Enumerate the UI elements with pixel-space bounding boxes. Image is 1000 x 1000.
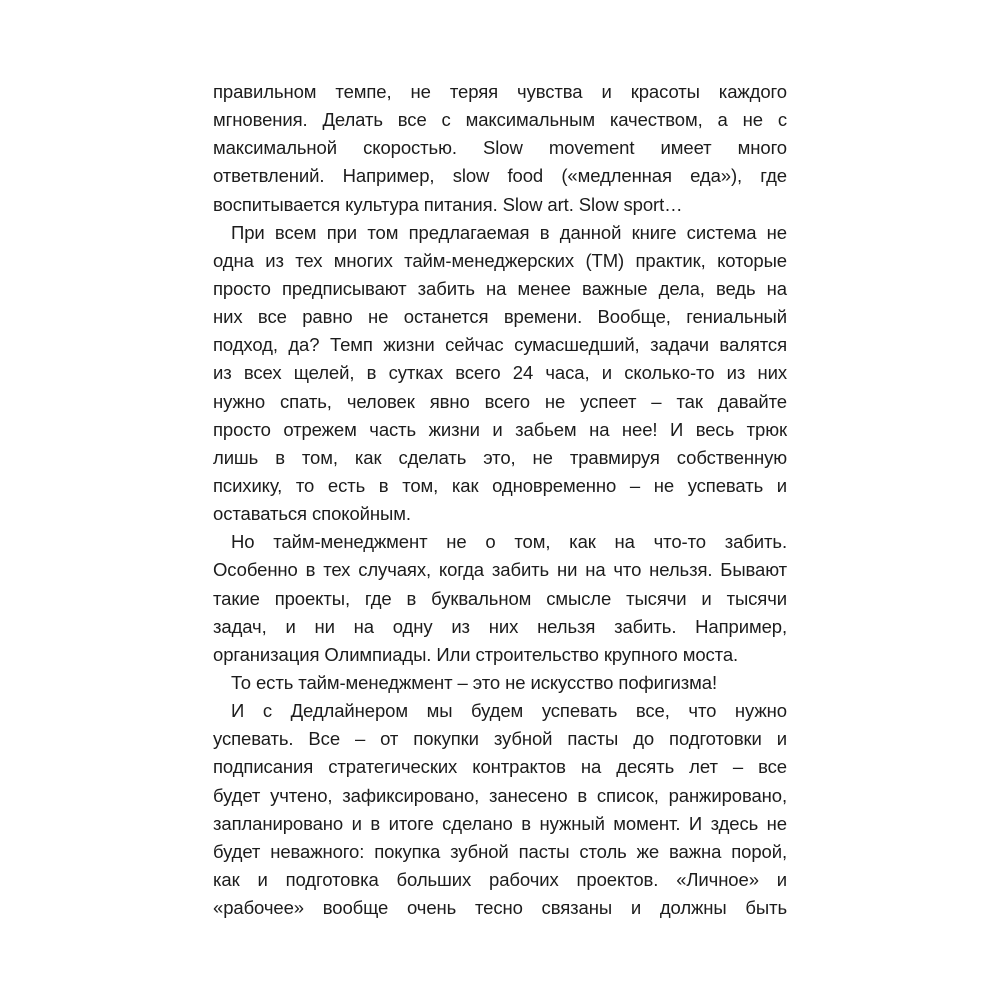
text-line: Но тайм-менеджмент не о том, как на что-то забить.: [231, 531, 787, 553]
text-line: задач, и ни на одну из них нельзя забить. Например,: [213, 615, 787, 637]
page-text-content: [213, 78, 787, 922]
text-line: оставаться спокойным.: [213, 503, 411, 525]
text-line: воспитывается культура питания. Slow art. Slow sport…: [213, 193, 683, 215]
text-line: такие проекты, где в буквальном смысле тысячи и тысячи: [213, 587, 787, 609]
text-line: ответвлений. Например, slow food («медленная еда»), где: [213, 165, 787, 187]
text-line: будет неважного: покупка зубной пасты столь же важна порой,: [213, 840, 787, 862]
text-line: подход, да? Темп жизни сейчас сумасшедший, задачи валятся: [213, 334, 787, 356]
paragraph: [213, 669, 787, 697]
text-line: мгновения. Делать все с максимальным качеством, а не с: [213, 109, 787, 131]
text-line: Особенно в тех случаях, когда забить ни на что нельзя. Бывают: [213, 559, 787, 581]
text-line: просто отрежем часть жизни и забьем на нее! И весь трюк: [213, 418, 787, 440]
text-line: психику, то есть в том, как одновременно – не успевать и: [213, 474, 787, 496]
text-line: них все равно не останется времени. Вообще, гениальный: [213, 306, 787, 328]
text-line: максимальной скоростью. Slow movement имеет много: [213, 137, 787, 159]
text-line: нужно спать, человек явно всего не успеет – так давайте: [213, 390, 787, 412]
text-line: лишь в том, как сделать это, не травмируя собственную: [213, 446, 787, 468]
paragraph: [213, 78, 787, 219]
text-line: То есть тайм-менеджмент – это не искусство пофигизма!: [231, 671, 717, 693]
text-line: подписания стратегических контрактов на десять лет – все: [213, 756, 787, 778]
text-line: успевать. Все – от покупки зубной пасты до подготовки и: [213, 728, 787, 750]
text-line: из всех щелей, в сутках всего 24 часа, и сколько-то из них: [213, 362, 787, 384]
text-line: просто предписывают забить на менее важные дела, ведь на: [213, 277, 787, 299]
text-line: При всем при том предлагаемая в данной книге система не: [231, 221, 787, 243]
text-line: будет учтено, зафиксировано, занесено в список, ранжировано,: [213, 784, 787, 806]
text-line: правильном темпе, не теряя чувства и красоты каждого: [213, 81, 787, 102]
text-line: «рабочее» вообще очень тесно связаны и должны быть: [213, 897, 787, 919]
paragraph: [213, 219, 787, 529]
paragraph: [213, 697, 787, 922]
text-line: как и подготовка больших рабочих проектов. «Личное» и: [213, 868, 787, 890]
paragraph: [213, 528, 787, 669]
text-line: организация Олимпиады. Или строительство крупного моста.: [213, 643, 739, 665]
text-line: И с Дедлайнером мы будем успевать все, что нужно: [231, 700, 787, 722]
text-line: запланировано и в итоге сделано в нужный момент. И здесь не: [213, 812, 787, 834]
text-line: одна из тех многих тайм-менеджерских (ТМ) практик, которые: [213, 249, 787, 271]
